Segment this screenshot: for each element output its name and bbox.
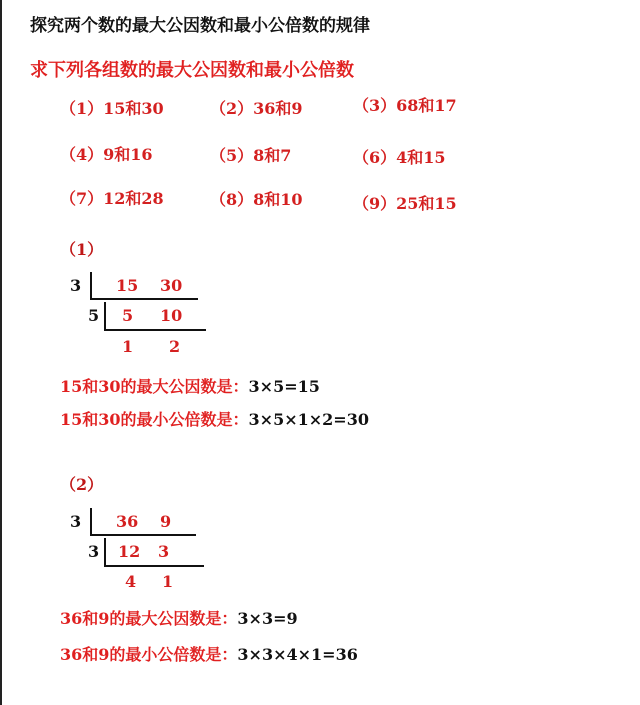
page-title: 探究两个数的最大公因数和最小公倍数的规律 [30, 16, 370, 36]
division-bar [104, 329, 206, 331]
division-quotient: 2 [169, 337, 181, 356]
gcd-lead: 36和9的最大公因数是： [60, 609, 238, 628]
division-bracket [90, 272, 92, 300]
problem-7: （7）12和28 [60, 189, 164, 208]
gcd-value: 3×5=15 [248, 377, 320, 396]
gcd-value: 3×3=9 [237, 609, 298, 628]
division-bar [90, 534, 196, 536]
problem-3: （3）68和17 [353, 96, 457, 115]
division-bracket [104, 302, 106, 331]
solution-1-label: （1） [60, 240, 104, 259]
lcm-value: 3×3×4×1=36 [237, 645, 358, 664]
gcd-result [60, 606, 298, 629]
problem-5: （5）8和7 [210, 146, 292, 165]
gcd-result [60, 374, 320, 397]
division-value: 3 [158, 542, 170, 561]
division-bracket [90, 508, 92, 536]
division-value: 15 [116, 276, 139, 295]
division-bracket [104, 538, 106, 567]
page-subtitle: 求下列各组数的最大公因数和最小公倍数 [30, 60, 354, 81]
problem-8: （8）8和10 [210, 190, 303, 209]
division-value: 12 [118, 542, 141, 561]
problem-9: （9）25和15 [353, 194, 457, 213]
division-divisor: 3 [88, 542, 100, 561]
division-value: 5 [122, 306, 134, 325]
problem-1: （1）15和30 [60, 99, 164, 118]
division-divisor: 5 [88, 306, 100, 325]
division-value: 10 [160, 306, 183, 325]
division-value: 30 [160, 276, 183, 295]
gcd-lead: 15和30的最大公因数是： [60, 377, 249, 396]
division-bar [104, 565, 204, 567]
division-quotient: 1 [122, 337, 134, 356]
division-divisor: 3 [70, 512, 82, 531]
division-value: 9 [160, 512, 172, 531]
lcm-value: 3×5×1×2=30 [248, 410, 369, 429]
division-value: 36 [116, 512, 139, 531]
lcm-result [60, 407, 369, 430]
division-bar [90, 298, 198, 300]
lcm-lead: 15和30的最小公倍数是： [60, 410, 249, 429]
division-divisor: 3 [70, 276, 82, 295]
division-quotient: 4 [125, 572, 137, 591]
problem-4: （4）9和16 [60, 145, 153, 164]
page-left-border [0, 0, 2, 705]
solution-2-label: （2） [60, 475, 104, 494]
lcm-result [60, 642, 358, 665]
problem-6: （6）4和15 [353, 148, 446, 167]
lcm-lead: 36和9的最小公倍数是： [60, 645, 238, 664]
problem-2: （2）36和9 [210, 99, 303, 118]
division-quotient: 1 [162, 572, 174, 591]
